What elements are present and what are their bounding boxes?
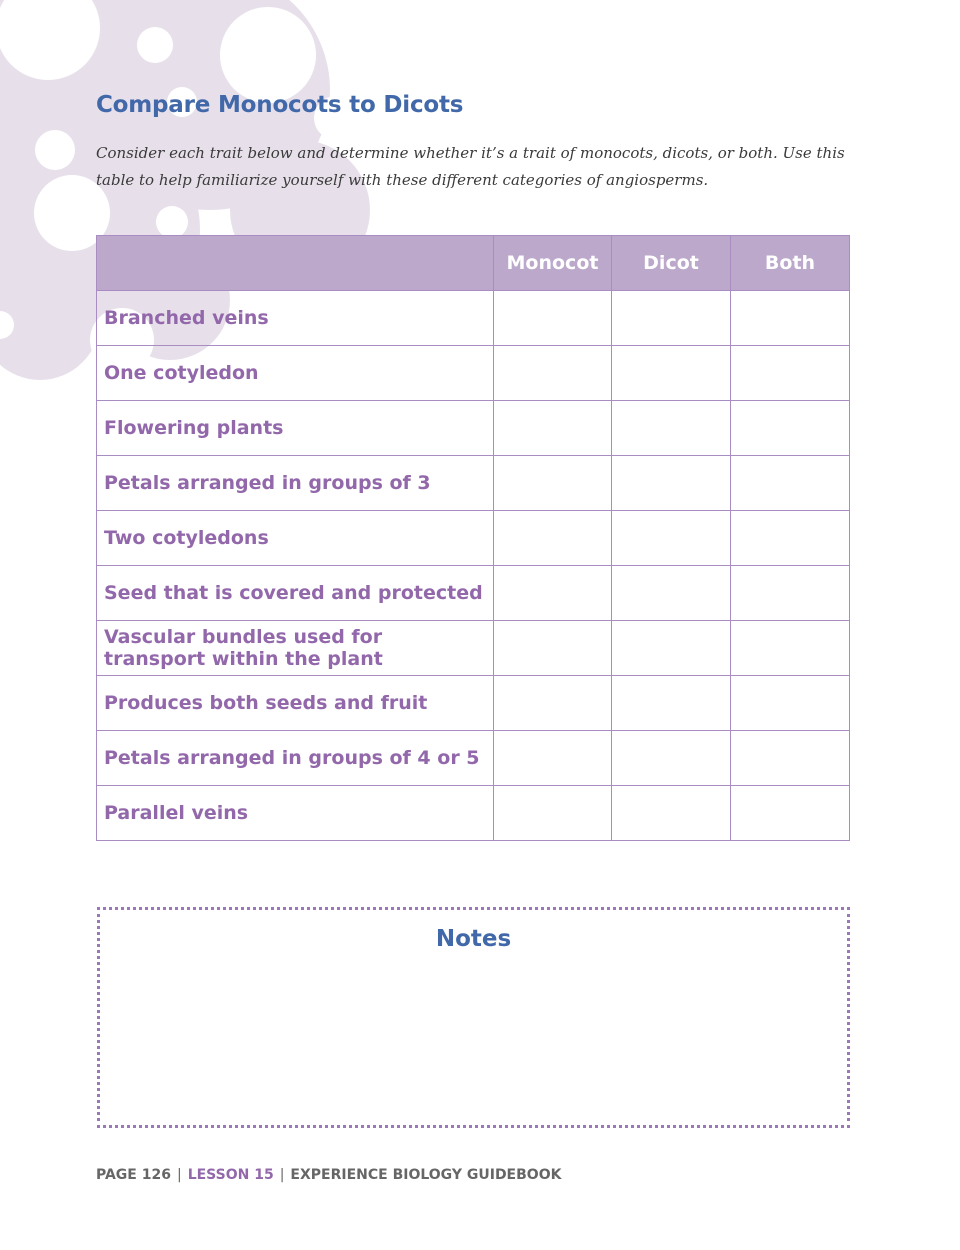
both-answer-cell[interactable] bbox=[731, 456, 850, 511]
table-row bbox=[97, 621, 850, 676]
monocot-answer-cell[interactable] bbox=[494, 621, 612, 676]
header-monocot: Monocot bbox=[494, 236, 612, 291]
both-answer-cell[interactable] bbox=[731, 676, 850, 731]
trait-label: Seed that is covered and protected bbox=[97, 566, 494, 621]
trait-label: Produces both seeds and fruit bbox=[97, 676, 494, 731]
trait-label: Vascular bundles used for transport within the plant bbox=[97, 621, 494, 676]
table-row bbox=[97, 346, 850, 401]
table-row bbox=[97, 566, 850, 621]
monocot-answer-cell[interactable] bbox=[494, 676, 612, 731]
book-title: EXPERIENCE BIOLOGY GUIDEBOOK bbox=[290, 1167, 562, 1183]
dicot-answer-cell[interactable] bbox=[612, 786, 731, 841]
monocot-answer-cell[interactable] bbox=[494, 511, 612, 566]
monocot-answer-cell[interactable] bbox=[494, 566, 612, 621]
table-row bbox=[97, 291, 850, 346]
notes-box[interactable] bbox=[97, 907, 850, 1128]
table-row bbox=[97, 676, 850, 731]
page-footer bbox=[96, 1167, 561, 1183]
monocot-answer-cell[interactable] bbox=[494, 731, 612, 786]
dicot-answer-cell[interactable] bbox=[612, 291, 731, 346]
monocot-answer-cell[interactable] bbox=[494, 346, 612, 401]
both-answer-cell[interactable] bbox=[731, 621, 850, 676]
trait-label: Two cotyledons bbox=[97, 511, 494, 566]
dicot-answer-cell[interactable] bbox=[612, 401, 731, 456]
dicot-answer-cell[interactable] bbox=[612, 511, 731, 566]
dicot-answer-cell[interactable] bbox=[612, 676, 731, 731]
trait-label: Branched veins bbox=[97, 291, 494, 346]
instructions-text: Consider each trait below and determine whether it’s a trait of monocots, dicots, or both. Use this table to help familiarize yourself with these different categories of angiosperms. bbox=[96, 144, 845, 189]
table-header-row bbox=[97, 236, 850, 291]
page-title: Compare Monocots to Dicots bbox=[96, 92, 464, 118]
table-row bbox=[97, 786, 850, 841]
dicot-answer-cell[interactable] bbox=[612, 346, 731, 401]
trait-comparison-table bbox=[96, 235, 850, 841]
header-trait-column bbox=[97, 236, 494, 291]
both-answer-cell[interactable] bbox=[731, 511, 850, 566]
both-answer-cell[interactable] bbox=[731, 566, 850, 621]
both-answer-cell[interactable] bbox=[731, 401, 850, 456]
dicot-answer-cell[interactable] bbox=[612, 566, 731, 621]
monocot-answer-cell[interactable] bbox=[494, 401, 612, 456]
table-row bbox=[97, 511, 850, 566]
dicot-answer-cell[interactable] bbox=[612, 456, 731, 511]
table-row bbox=[97, 401, 850, 456]
footer-separator: | bbox=[279, 1167, 285, 1183]
trait-label: Parallel veins bbox=[97, 786, 494, 841]
table-row bbox=[97, 456, 850, 511]
dicot-answer-cell[interactable] bbox=[612, 731, 731, 786]
dicot-answer-cell[interactable] bbox=[612, 621, 731, 676]
trait-label: Flowering plants bbox=[97, 401, 494, 456]
table-row bbox=[97, 731, 850, 786]
header-both: Both bbox=[731, 236, 850, 291]
trait-label: Petals arranged in groups of 4 or 5 bbox=[97, 731, 494, 786]
both-answer-cell[interactable] bbox=[731, 346, 850, 401]
notes-title: Notes bbox=[435, 926, 512, 952]
footer-separator: | bbox=[176, 1167, 182, 1183]
lesson-label: LESSON 15 bbox=[187, 1167, 274, 1183]
trait-label: Petals arranged in groups of 3 bbox=[97, 456, 494, 511]
both-answer-cell[interactable] bbox=[731, 786, 850, 841]
monocot-answer-cell[interactable] bbox=[494, 786, 612, 841]
monocot-answer-cell[interactable] bbox=[494, 291, 612, 346]
both-answer-cell[interactable] bbox=[731, 731, 850, 786]
trait-label: One cotyledon bbox=[97, 346, 494, 401]
page-number: PAGE 126 bbox=[96, 1167, 171, 1183]
monocot-answer-cell[interactable] bbox=[494, 456, 612, 511]
header-dicot: Dicot bbox=[612, 236, 731, 291]
both-answer-cell[interactable] bbox=[731, 291, 850, 346]
